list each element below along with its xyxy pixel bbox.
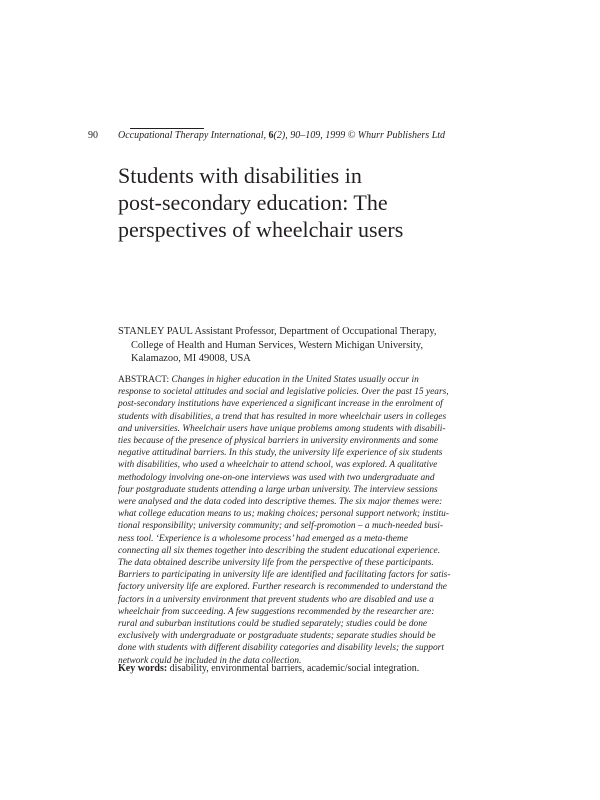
abstract-line: students with disabilities, a trend that has resulted in more wheelchair users in colleges xyxy=(118,411,447,422)
abstract-line: connecting all six themes together into describing the student educational experience. xyxy=(118,545,441,556)
abstract-line: Barriers to participating in university life are identified and facilitating factors for satis- xyxy=(118,570,451,581)
page-number: 90 xyxy=(88,130,98,141)
abstract-line: ness tool. ‘Experience is a wholesome process’ had emerged as a meta-theme xyxy=(118,533,408,544)
abstract-line: ties because of the presence of physical barriers in university environments and some xyxy=(118,436,439,447)
author-line: Kalamazoo, MI 49008, USA xyxy=(131,353,251,364)
title-line: Students with disabilities in xyxy=(118,163,362,188)
abstract-line: methodology involving one-on-one interviews was used with two undergraduate and xyxy=(118,472,435,483)
abstract-line: were analysed and the data coded into descriptive themes. The six major themes were: xyxy=(118,497,443,508)
abstract xyxy=(118,374,451,667)
journal-volume: 6 xyxy=(268,130,274,141)
abstract-line: exclusively with undergraduate or postgraduate students; separate studies should be xyxy=(118,631,436,642)
author-affiliation xyxy=(118,325,438,366)
keywords xyxy=(118,662,438,675)
keywords-text: disability, environmental barriers, academic/social integration. xyxy=(169,663,420,674)
running-head: Occupational Therapy International, 6(2), 90–109, 1999 © Whurr Publishers Ltd xyxy=(118,130,446,141)
abstract-line: wheelchair from succeeding. A few suggestions recommended by the researcher are: xyxy=(118,606,435,617)
abstract-line: tional responsibility; university community; and self-promotion – a much-needed busi- xyxy=(118,521,444,532)
abstract-text: Changes in higher education in the United States usually occur in xyxy=(171,375,419,385)
title-line: post-secondary education: The xyxy=(118,190,388,215)
keywords-label: Key words: xyxy=(118,663,168,674)
article-title xyxy=(118,162,438,243)
abstract-line: post-secondary institutions have experienced a significant increase in the enrolment of xyxy=(118,399,443,410)
header-rule xyxy=(130,128,204,129)
abstract-line: network could be included in the data collection. xyxy=(118,655,302,666)
abstract-line: factors in a university environment that prevent students who are disabled and use a xyxy=(118,594,434,605)
abstract-label: ABSTRACT: xyxy=(118,375,170,385)
journal-name: Occupational Therapy International xyxy=(118,130,264,141)
abstract-line: and universities. Wheelchair users have unique problems among students with disabili- xyxy=(118,423,446,434)
abstract-line: rural and suburban institutions could be studied separately; studies could be done xyxy=(118,619,428,630)
abstract-line: The data obtained describe university life from the perspective of these participants. xyxy=(118,558,434,569)
title-line: perspectives of wheelchair users xyxy=(118,217,404,242)
abstract-line: response to societal attitudes and social and legislative policies. Over the past 15 years, xyxy=(118,387,449,398)
journal-issue-pages: (2), 90–109, 1999 © Whurr Publishers Ltd xyxy=(273,130,446,141)
abstract-line: what college education means to us; making choices; personal support network; institu- xyxy=(118,509,449,520)
abstract-line: negative attitudinal barriers. In this study, the university life experience of six students xyxy=(118,448,443,459)
author-line: STANLEY PAUL Assistant Professor, Department of Occupational Therapy, xyxy=(118,326,437,337)
abstract-line: done with students with different disability categories and disability levels; the support xyxy=(118,643,444,654)
abstract-line: with disabilities, who used a wheelchair to attend school, was explored. A qualitative xyxy=(118,460,438,471)
abstract-line xyxy=(118,374,428,386)
abstract-line: factory university life are explored. Further research is recommended to understand the xyxy=(118,582,447,593)
abstract-line: four postgraduate students attending a large urban university. The interview sessions xyxy=(118,484,438,495)
author-line: College of Health and Human Services, Western Michigan University, xyxy=(131,339,424,351)
